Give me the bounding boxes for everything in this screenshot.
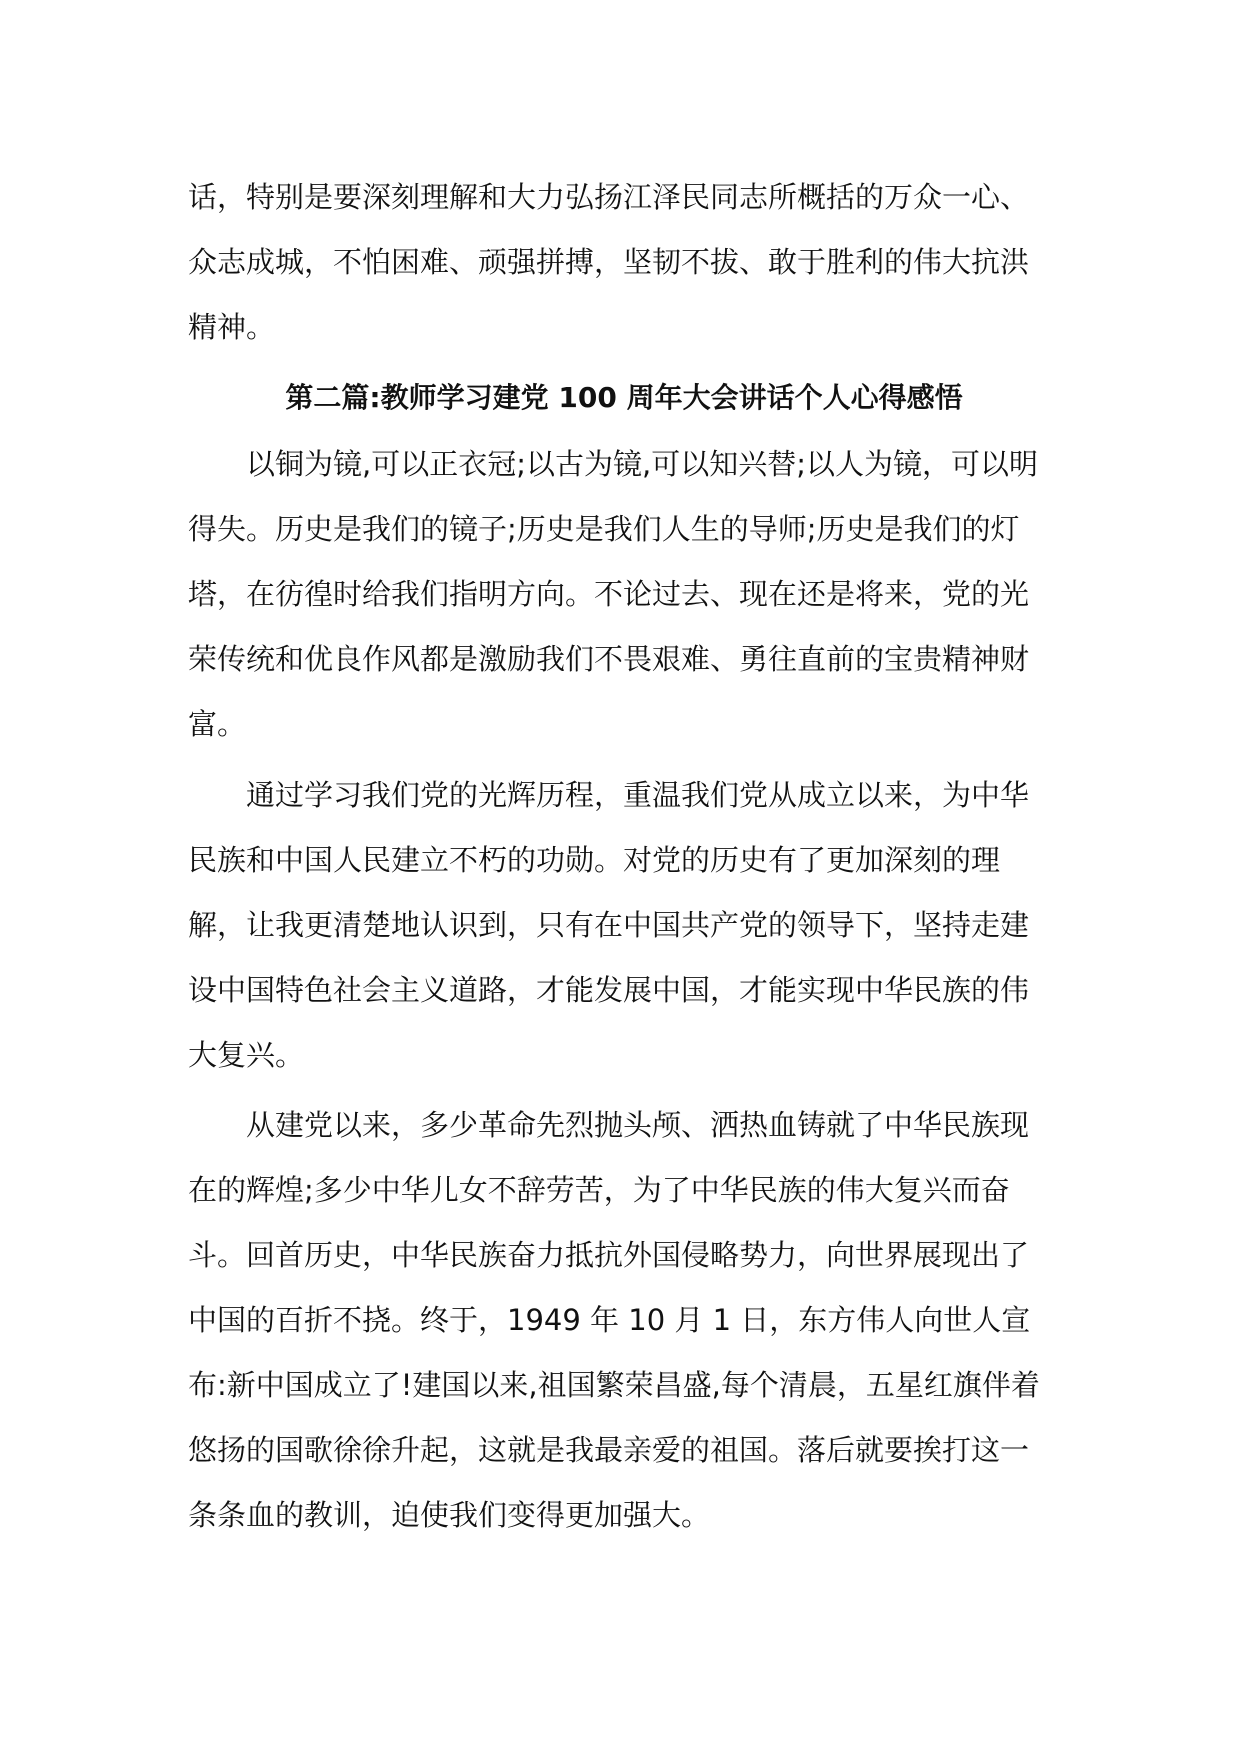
text-line: 以铜为镜,可以正衣冠;以古为镜,可以知兴替;以人为镜，可以明: [246, 447, 1038, 481]
text-line: 民族和中国人民建立不朽的功勋。对党的历史有了更加深刻的理: [188, 843, 1001, 877]
text-line: 塔，在彷徨时给我们指明方向。不论过去、现在还是将来，党的光: [188, 577, 1030, 611]
text-line: 布:新中国成立了!建国以来,祖国繁荣昌盛,每个清晨，五星红旗伴着: [188, 1368, 1040, 1402]
text-line: 精神。: [188, 310, 276, 344]
text-line: 中国的百折不挠。终于，1949 年 10 月 1 日，东方伟人向世人宣: [188, 1303, 1031, 1337]
text-line: 解，让我更清楚地认识到，只有在中国共产党的领导下，坚持走建: [188, 908, 1030, 942]
text-line: 话，特别是要深刻理解和大力弘扬江泽民同志所概括的万众一心、: [188, 180, 1030, 214]
text-line: 条条血的教训，迫使我们变得更加强大。: [188, 1498, 711, 1532]
text-line: 大复兴。: [188, 1038, 305, 1072]
text-line: 设中国特色社会主义道路，才能发展中国，才能实现中华民族的伟: [188, 973, 1030, 1007]
text-line: 通过学习我们党的光辉历程，重温我们党从成立以来，为中华: [246, 778, 1030, 812]
text-line: 得失。历史是我们的镜子;历史是我们人生的导师;历史是我们的灯: [188, 512, 1020, 546]
text-line: 从建党以来，多少革命先烈抛头颅、洒热血铸就了中华民族现: [246, 1108, 1030, 1142]
paragraph-3: [188, 1093, 1060, 1548]
text-line: 斗。回首历史，中华民族奋力抵抗外国侵略势力，向世界展现出了: [188, 1238, 1030, 1272]
text-line: 在的辉煌;多少中华儿女不辞劳苦，为了中华民族的伟大复兴而奋: [188, 1173, 1010, 1207]
text-line: 荣传统和优良作风都是激励我们不畏艰难、勇往直前的宝贵精神财: [188, 642, 1030, 676]
continuation-paragraph: [188, 165, 1060, 360]
paragraph-2: [188, 763, 1060, 1088]
paragraph-1: [188, 432, 1060, 757]
text-line: 悠扬的国歌徐徐升起，这就是我最亲爱的祖国。落后就要挨打这一: [188, 1433, 1030, 1467]
text-line: 富。: [188, 707, 247, 741]
text-line: 众志成城，不怕困难、顽强拼搏，坚韧不拔、敢于胜利的伟大抗洪: [188, 245, 1030, 279]
section-title: 第二篇:教师学习建党 100 周年大会讲话个人心得感悟: [285, 381, 963, 414]
